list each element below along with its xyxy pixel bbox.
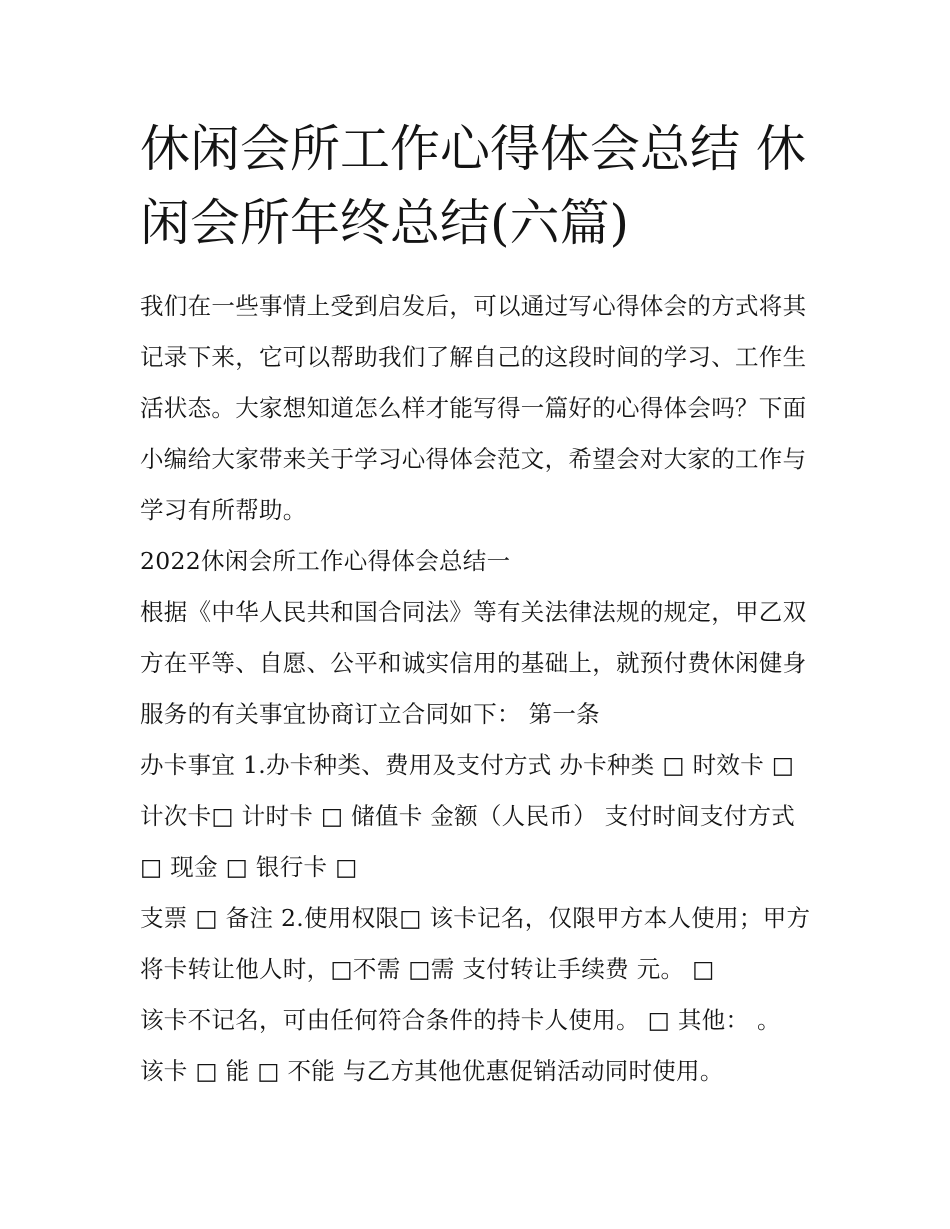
- unregistered-card-paragraph: 该卡不记名，可由任何符合条件的持卡人使用。 □ 其他： 。: [140, 1006, 781, 1034]
- section-heading: 2022休闲会所工作心得体会总结一: [140, 547, 511, 575]
- promotion-paragraph: 该卡 □ 能 □ 不能 与乙方其他优惠促销活动同时使用。: [140, 1057, 724, 1085]
- intro-paragraph: 我们在一些事情上受到启发后，可以通过写心得体会的方式将其记录下来，它可以帮助我们了解自己的这段时间的学习、工作生活状态。大家想知道怎么样才能写得一篇好的心得体会吗？下面小编给大家带来关于学习心得体会范文，希望会对大家的工作与学习有所帮助。: [140, 292, 807, 524]
- document-title: 休闲会所工作心得体会总结 休闲会所年终总结(六篇): [140, 120, 806, 252]
- contract-preamble-paragraph: 根据《中华人民共和国合同法》等有关法律法规的规定，甲乙双方在平等、自愿、公平和诚实信用的基础上，就预付费休闲健身服务的有关事宜协商订立合同如下： 第一条: [140, 598, 807, 728]
- usage-rights-paragraph: 支票 □ 备注 2.使用权限□ 该卡记名，仅限甲方本人使用；甲方将卡转让他人时，□不需 □需 支付转让手续费 元。 □: [140, 904, 811, 983]
- document-page: [140, 112, 820, 1097]
- card-type-paragraph: 办卡事宜 1.办卡种类、费用及支付方式 办卡种类 □ 时效卡 □ 计次卡□ 计时卡 □ 储值卡 金额（人民币） 支付时间支付方式 □ 现金 □ 银行卡 □: [140, 751, 796, 881]
